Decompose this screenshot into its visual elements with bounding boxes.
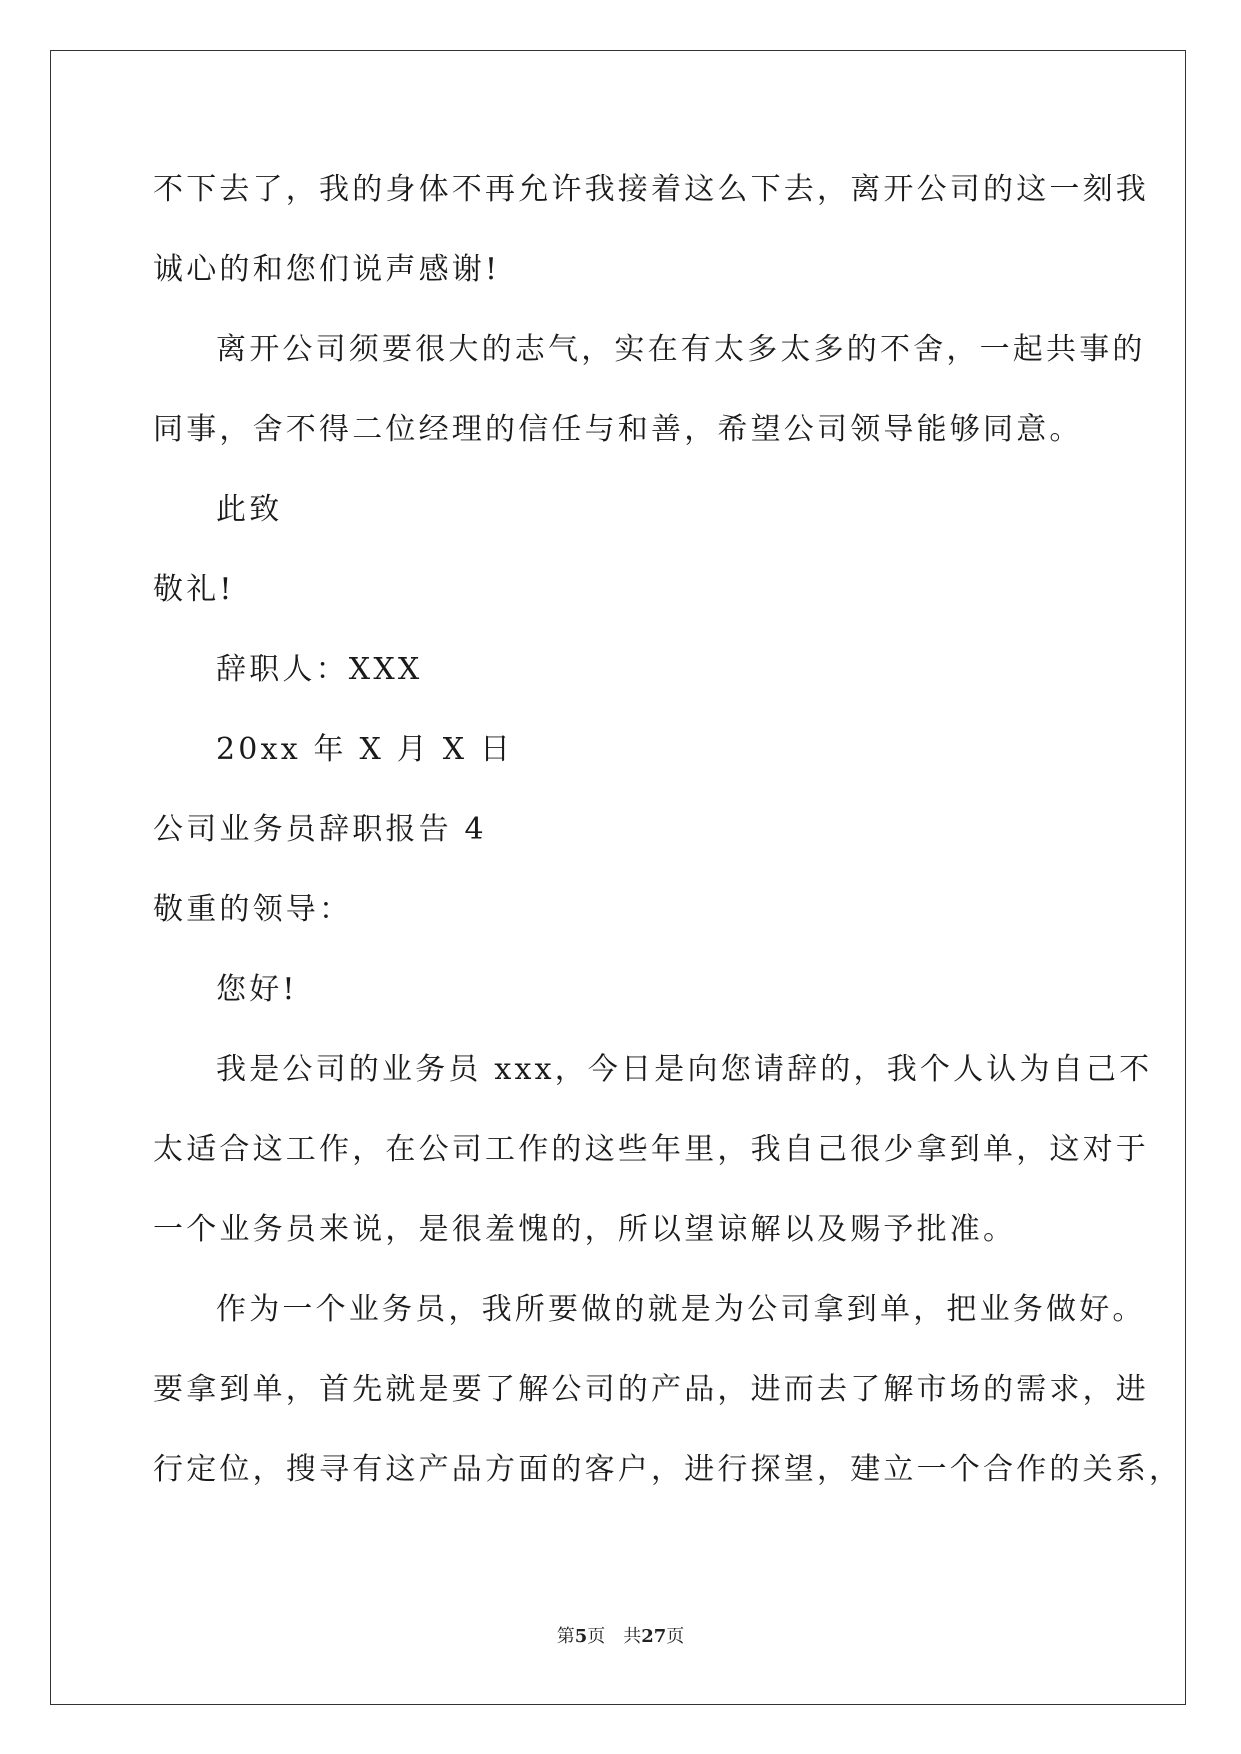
total-prefix: 共 — [623, 1626, 642, 1647]
body-line: 太适合这工作，在公司工作的这些年里，我自己很少拿到单，这对于 — [153, 1132, 1149, 1167]
closing-salutation: 此致 — [216, 492, 283, 527]
body-line: 要拿到单，首先就是要了解公司的产品，进而去了解市场的需求，进 — [153, 1372, 1149, 1407]
letter-greeting: 敬重的领导： — [153, 892, 353, 927]
total-page-number: 27 — [641, 1626, 667, 1647]
paragraph-start: 我是公司的业务员 xxx，今日是向您请辞的，我个人认为自己不 — [216, 1052, 1153, 1087]
paragraph-start: 作为一个业务员，我所要做的就是为公司拿到单，把业务做好。 — [216, 1292, 1146, 1327]
letter-hello: 您好! — [216, 972, 298, 1007]
date-line: 20xx 年 X 月 X 日 — [216, 732, 514, 767]
page-suffix: 页 — [587, 1626, 606, 1647]
body-line: 不下去了，我的身体不再允许我接着这么下去，离开公司的这一刻我 — [153, 172, 1149, 207]
closing-regards: 敬礼! — [153, 572, 235, 607]
body-line: 同事，舍不得二位经理的信任与和善，希望公司领导能够同意。 — [153, 412, 1083, 447]
paragraph-start: 离开公司须要很大的志气，实在有太多太多的不舍，一起共事的 — [216, 332, 1146, 367]
page-prefix: 第 — [556, 1626, 575, 1647]
body-line: 一个业务员来说，是很羞愧的，所以望谅解以及赐予批准。 — [153, 1212, 1017, 1247]
page-footer — [0, 1625, 1241, 1649]
current-page-number: 5 — [574, 1626, 588, 1647]
body-line: 行定位，搜寻有这产品方面的客户，进行探望，建立一个合作的关系， — [153, 1452, 1183, 1487]
signature-line: 辞职人：XXX — [216, 652, 423, 687]
body-line: 诚心的和您们说声感谢! — [153, 252, 501, 287]
section-title: 公司业务员辞职报告 4 — [153, 812, 487, 847]
total-suffix: 页 — [666, 1626, 685, 1647]
